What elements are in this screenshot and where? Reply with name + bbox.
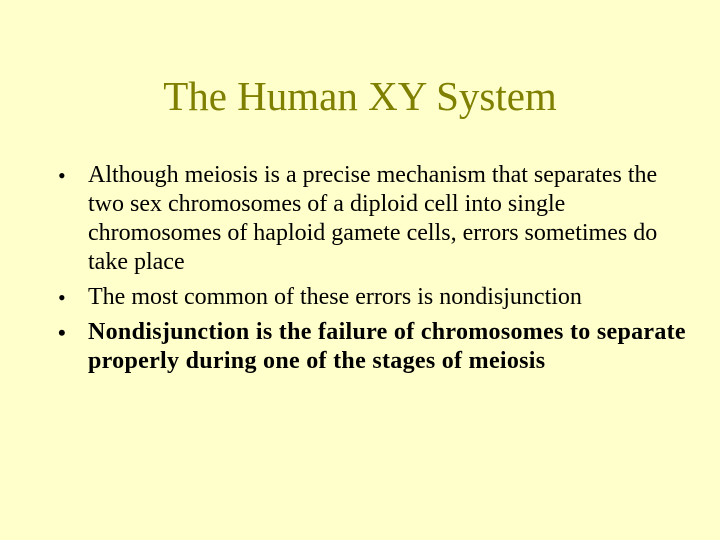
bullet-icon: • [58, 320, 67, 345]
bullet-list [58, 161, 688, 382]
slide-title: The Human XY System [163, 73, 557, 119]
bullet-text: Although meiosis is a precise mechanism that separates the two sex chromosomes of a diploid cell into single chromosomes of haploid gamete cells, errors sometimes do take place [88, 162, 658, 275]
bullet-item [58, 283, 688, 312]
bullet-text: The most common of these errors is nondisjunction [88, 284, 582, 310]
bullet-item [58, 161, 688, 277]
bullet-item [58, 318, 688, 376]
bullet-icon: • [58, 163, 66, 188]
bullet-icon: • [58, 285, 66, 310]
bullet-text: Nondisjunction is the failure of chromosomes to separate properly during one of the stages of meiosis [88, 319, 686, 374]
